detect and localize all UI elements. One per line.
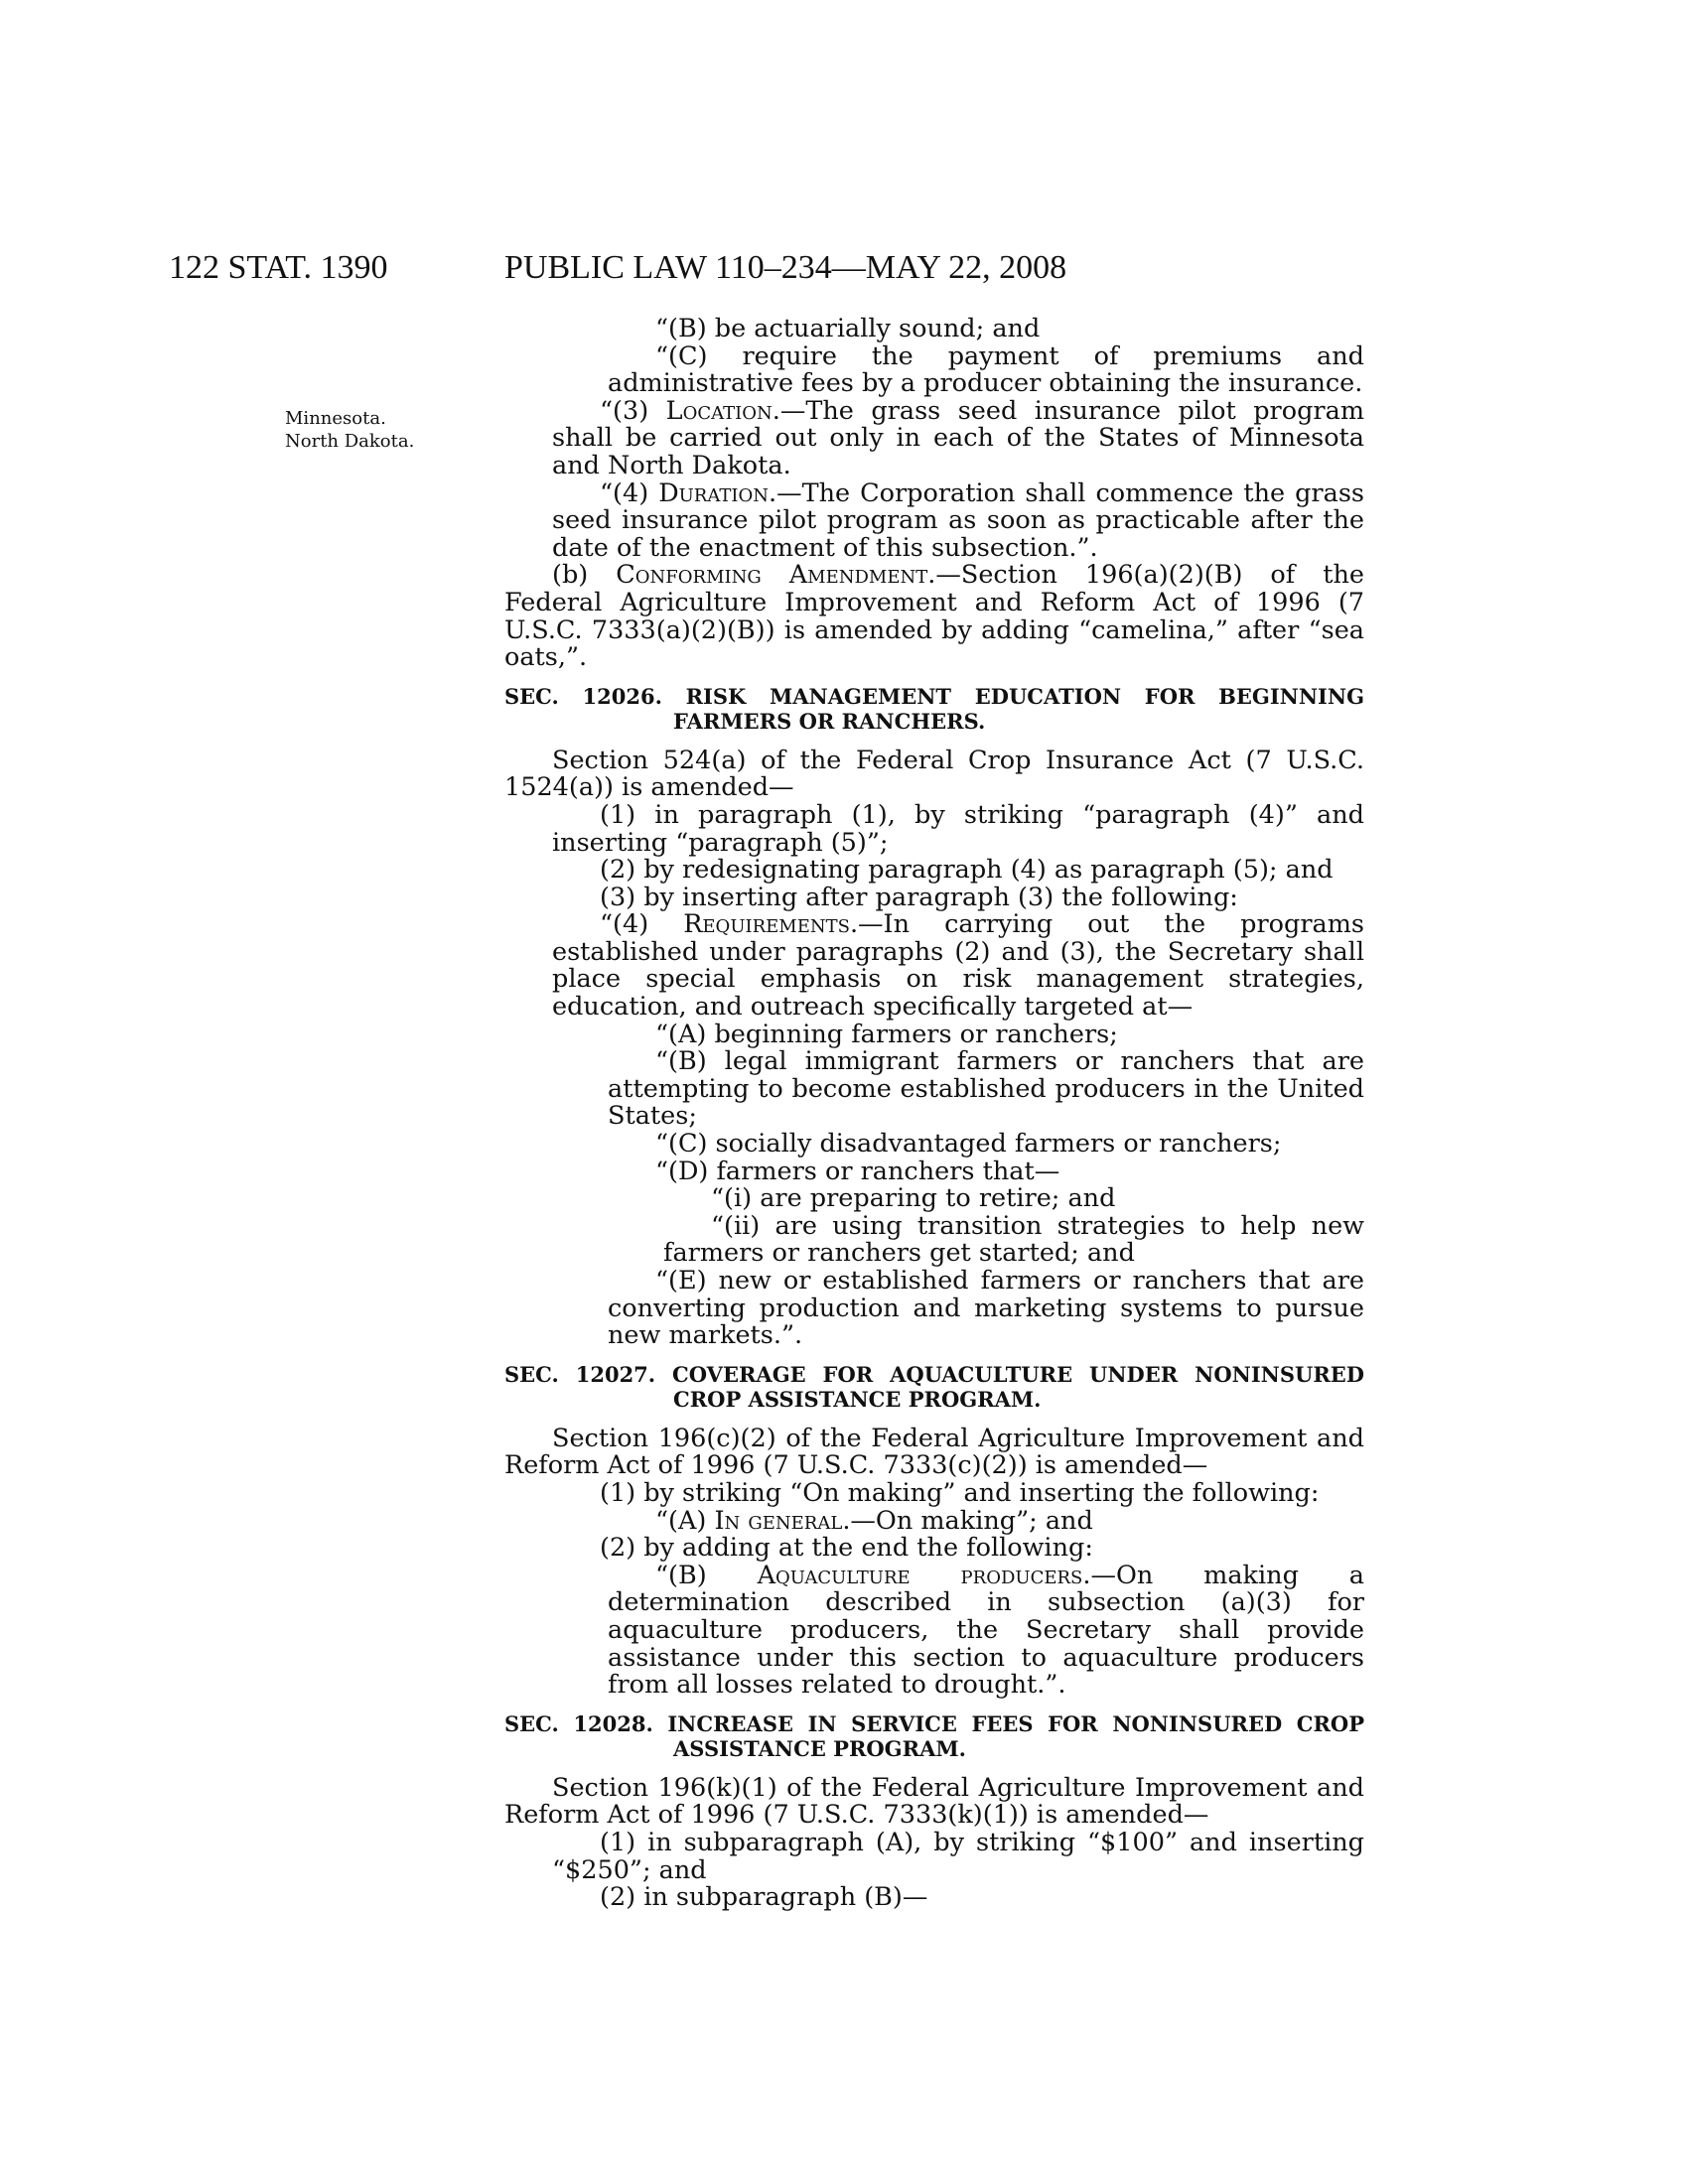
amendment-item: (1) by striking “On making” and inserting the following: [600,1477,1320,1508]
subparagraph: “(C) socially disadvantaged farmers or ranchers; [655,1129,1282,1160]
clause-b: “(B) be actuarially sound; and [655,314,1041,343]
page-stat-reference: 122 STAT. 1390 [169,249,388,286]
subparagraph: “(D) farmers or ranchers that— [655,1156,1060,1186]
paragraph-duration [504,480,1364,563]
main-text [504,316,1364,1912]
subparagraph: “(B) legal immigrant farmers or ranchers that are attempting to become established producers in the United States; [608,1046,1364,1132]
margin-note [285,407,474,453]
paragraph-location [504,395,1364,480]
amendment-item: (1) in subparagraph (A), by striking “$100” and inserting “$250”; and [552,1827,1364,1885]
section-heading-12027: SEC. 12027. COVERAGE FOR AQUACULTURE UNDER NONINSURED CROP ASSISTANCE PROGRAM. [504,1361,1364,1412]
margin-note-line: Minnesota. [285,408,386,429]
paragraph-text: .—In carrying out the programs established under paragraphs (2) and (3), the Secretary shall place special emphasis on risk management strategies, education, and outreach specifically targeted at— [552,909,1364,1023]
subparagraph: “(E) new or established farmers or ranchers that are converting production and marketing systems to pursue new markets.”. [608,1266,1364,1351]
subparagraph-letter: “(A) [655,1505,707,1536]
subparagraph-letter: “(B) [655,1560,707,1590]
section-heading-12028: SEC. 12028. INCREASE IN SERVICE FEES FOR NONINSURED CROP ASSISTANCE PROGRAM. [504,1710,1364,1761]
paragraph-number: “(4) [600,909,649,940]
subparagraph: “(A) beginning farmers or ranchers; [655,1019,1118,1049]
subparagraph-text: .—On making a determination described in subsection (a)(3) for aquaculture producers, the Secretary shall provide assistance under this section to aquaculture producers from all losses related to drought.”. [608,1560,1364,1701]
subparagraph-aquaculture-producers [504,1560,1364,1701]
amendment-item: (2) by redesignating paragraph (4) as paragraph (5); and [600,855,1334,886]
paragraph-number: “(3) [600,395,649,426]
paragraph-number: “(4) [600,478,649,508]
section-heading-12026: SEC. 12026. RISK MANAGEMENT EDUCATION FOR BEGINNING FARMERS OR RANCHERS. [504,683,1364,734]
subsection-text: .—Section 196(a)(2)(B) of the Federal Agriculture Improvement and Reform Act of 1996 (7 U.S.C. 7333(a)(2)(B)) is amended by adding “camelina,” after “sea oats,”. [504,560,1364,673]
clause: “(ii) are using transition strategies to help new farmers or ranchers get started; and [663,1210,1364,1269]
clause-c: “(C) require the payment of premiums and administrative fees by a producer obtaining the insurance. [608,341,1364,399]
paragraph-requirements [504,911,1364,1021]
margin-note-line: North Dakota. [285,431,415,452]
paragraph-heading: Location [665,395,773,426]
amendment-item: (3) by inserting after paragraph (3) the following: [600,882,1238,912]
paragraph-text: .—The grass seed insurance pilot program shall be carried out only in each of the States of Minnesota and North Dakota. [552,395,1364,480]
clause: “(i) are preparing to retire; and [711,1183,1116,1214]
page-running-title: PUBLIC LAW 110–234—MAY 22, 2008 [504,249,1067,286]
subparagraph-heading: Aquaculture producers [757,1560,1083,1590]
section-intro: Section 196(k)(1) of the Federal Agriculture Improvement and Reform Act of 1996 (7 U.S.C. 7333(k)(1)) is amended— [504,1772,1364,1831]
paragraph-heading: Duration [658,478,769,508]
section-intro: Section 524(a) of the Federal Crop Insurance Act (7 U.S.C. 1524(a)) is amended— [504,745,1364,803]
subparagraph-in-general [504,1505,1364,1536]
subsection-conforming-amendment [504,562,1364,671]
paragraph-heading: Requirements [683,909,850,940]
subparagraph-heading: In general [714,1505,843,1536]
subsection-heading: Conforming Amendment [616,560,928,591]
subsection-letter: (b) [552,560,589,591]
paragraph-text: .—The Corporation shall commence the grass seed insurance pilot program as soon as practicable after the date of the enactment of this subsection.”. [552,478,1365,563]
amendment-item: (2) in subparagraph (B)— [600,1882,928,1913]
subparagraph-text: .—On making”; and [842,1505,1093,1536]
amendment-item: (1) in paragraph (1), by striking “paragraph (4)” and inserting “paragraph (5)”; [552,799,1364,858]
amendment-item: (2) by adding at the end the following: [600,1533,1093,1564]
section-intro: Section 196(c)(2) of the Federal Agriculture Improvement and Reform Act of 1996 (7 U.S.C. 7333(c)(2)) is amended— [504,1423,1364,1481]
